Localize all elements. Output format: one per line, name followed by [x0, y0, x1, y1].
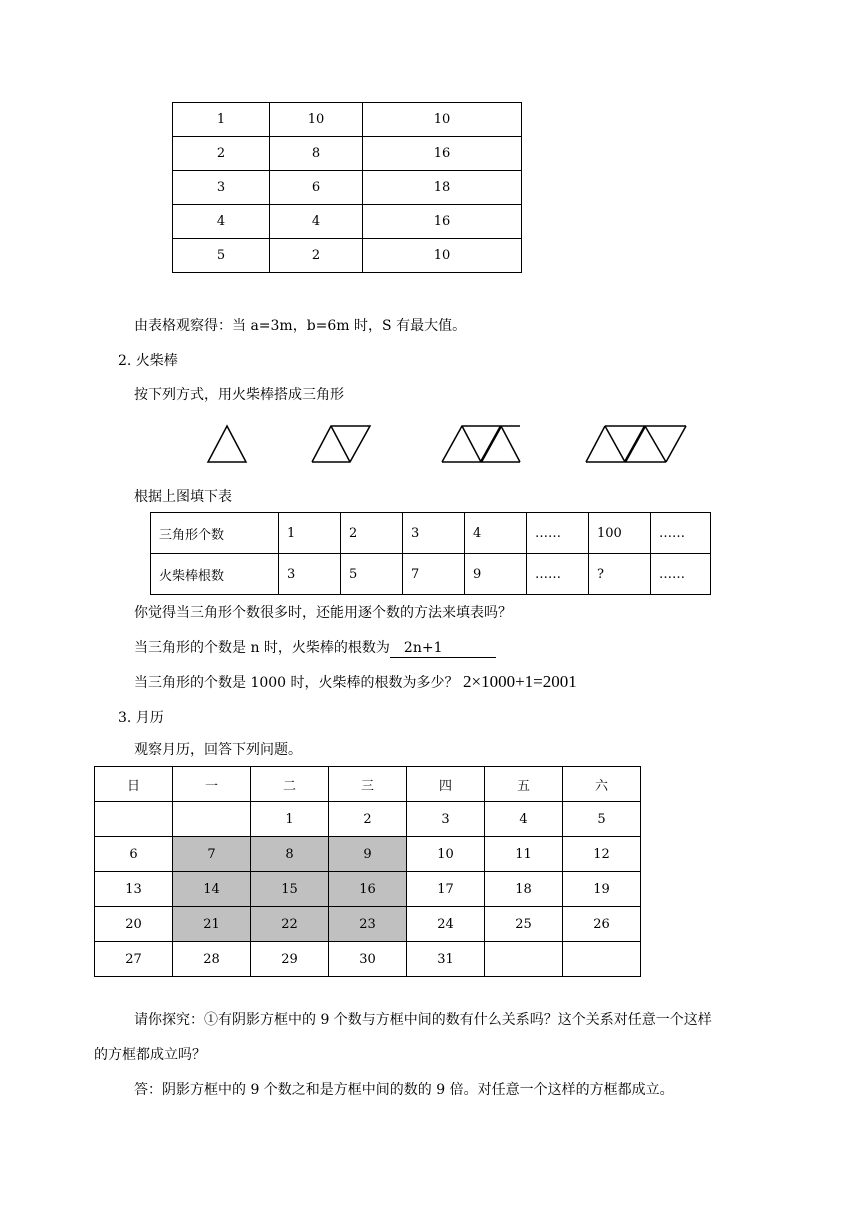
calendar-week-row: [95, 907, 641, 942]
calendar-day: 24: [407, 907, 485, 942]
weekday-header: 六: [563, 767, 641, 802]
answer-3-formula: 2×1000+1=2001: [462, 672, 577, 691]
matchstick-intro: 按下列方式，用火柴棒搭成三角形: [134, 387, 344, 403]
table-cell: 18: [363, 171, 522, 205]
calendar-day: 20: [95, 907, 173, 942]
table-cell: ?: [589, 554, 651, 595]
observation-text: 由表格观察得：当 a=3m，b=6m 时，S 有最大值。: [134, 318, 467, 334]
row-label-matchstick-count: 火柴棒根数: [151, 554, 279, 595]
section-3-heading: 3. 月历: [118, 710, 164, 726]
table-row: [151, 554, 711, 595]
calendar-day-shaded: 22: [251, 907, 329, 942]
table-cell: 2: [270, 239, 363, 273]
calendar-day: 18: [485, 872, 563, 907]
calendar-day-shaded: 14: [173, 872, 251, 907]
calendar-day: 30: [329, 942, 407, 977]
table-cell: 6: [270, 171, 363, 205]
calendar-day: 13: [95, 872, 173, 907]
table-cell: 16: [363, 137, 522, 171]
table-row: [173, 171, 522, 205]
table-cell: 10: [363, 239, 522, 273]
calendar-day: 12: [563, 837, 641, 872]
calendar-week-row: [95, 942, 641, 977]
calendar-day: 28: [173, 942, 251, 977]
answer-2-blank: 2n+1: [390, 639, 496, 658]
explore-question-line-2: 的方框都成立吗？: [94, 1047, 206, 1063]
calendar-day: 17: [407, 872, 485, 907]
calendar-day: [485, 942, 563, 977]
table-cell: 3: [173, 171, 270, 205]
calendar-day: 3: [407, 802, 485, 837]
explore-answer: 答：阴影方框中的 9 个数之和是方框中间的数的 9 倍。对任意一个这样的方框都成立。: [134, 1082, 674, 1098]
calendar-intro: 观察月历，回答下列问题。: [134, 742, 302, 758]
table-cell: 3: [403, 513, 465, 554]
question-2: [134, 638, 496, 658]
question-2-text: 当三角形的个数是 n 时，火柴棒的根数为: [134, 640, 390, 656]
table-cell: ……: [651, 554, 711, 595]
row-label-triangle-count: 三角形个数: [151, 513, 279, 554]
calendar-day: 2: [329, 802, 407, 837]
table-cell: 1: [173, 103, 270, 137]
triangle-figure-3: [442, 426, 520, 462]
table-cell: 5: [173, 239, 270, 273]
calendar-week-row: [95, 872, 641, 907]
table-cell: 9: [465, 554, 527, 595]
calendar-day: 4: [485, 802, 563, 837]
calendar-day-shaded: 21: [173, 907, 251, 942]
table-cell: 7: [403, 554, 465, 595]
calendar-day: 10: [407, 837, 485, 872]
weekday-header: 一: [173, 767, 251, 802]
table-cell: 3: [279, 554, 341, 595]
table-cell: 1: [279, 513, 341, 554]
calendar-table: [94, 766, 641, 977]
table-row: [173, 137, 522, 171]
calendar-day-shaded: 16: [329, 872, 407, 907]
table-cell: 4: [465, 513, 527, 554]
calendar-day: 26: [563, 907, 641, 942]
area-table: [172, 102, 522, 273]
table-cell: 4: [270, 205, 363, 239]
calendar-day: 25: [485, 907, 563, 942]
calendar-day: 11: [485, 837, 563, 872]
calendar-day: 1: [251, 802, 329, 837]
calendar-day: 5: [563, 802, 641, 837]
table-row: [151, 513, 711, 554]
table-row: [173, 205, 522, 239]
calendar-day: 29: [251, 942, 329, 977]
explore-question-line-1: 请你探究：①有阴影方框中的 9 个数与方框中间的数有什么关系吗？这个关系对任意一个这样: [134, 1012, 712, 1028]
table-cell: 2: [341, 513, 403, 554]
calendar-week-row: [95, 802, 641, 837]
table-row: [173, 103, 522, 137]
table-cell: ……: [651, 513, 711, 554]
calendar-day-shaded: 9: [329, 837, 407, 872]
weekday-header: 日: [95, 767, 173, 802]
calendar-day: [173, 802, 251, 837]
section-2-heading: 2. 火柴棒: [118, 353, 178, 369]
weekday-header: 三: [329, 767, 407, 802]
matchstick-table: [150, 512, 711, 595]
calendar-header-row: [95, 767, 641, 802]
matchstick-triangles-figure: [200, 418, 700, 466]
calendar-week-row: [95, 837, 641, 872]
calendar-day: 19: [563, 872, 641, 907]
question-1: 你觉得当三角形个数很多时，还能用逐个数的方法来填表吗？: [134, 605, 512, 621]
table-cell: 5: [341, 554, 403, 595]
calendar-day-shaded: 7: [173, 837, 251, 872]
calendar-day: 6: [95, 837, 173, 872]
table-row: [173, 239, 522, 273]
table-cell: 100: [589, 513, 651, 554]
weekday-header: 五: [485, 767, 563, 802]
question-3: [134, 672, 577, 693]
table-cell: 10: [270, 103, 363, 137]
table-cell: 2: [173, 137, 270, 171]
weekday-header: 二: [251, 767, 329, 802]
calendar-day: [563, 942, 641, 977]
table-cell: 4: [173, 205, 270, 239]
calendar-day-shaded: 23: [329, 907, 407, 942]
calendar-day-shaded: 8: [251, 837, 329, 872]
table-cell: 10: [363, 103, 522, 137]
calendar-day: [95, 802, 173, 837]
table-cell: 8: [270, 137, 363, 171]
table-cell: ……: [527, 554, 589, 595]
calendar-day: 31: [407, 942, 485, 977]
fill-table-instruction: 根据上图填下表: [134, 489, 232, 505]
table-cell: 16: [363, 205, 522, 239]
triangle-figure-1: [208, 426, 246, 462]
calendar-day: 27: [95, 942, 173, 977]
question-3-text: 当三角形的个数是 1000 时，火柴棒的根数为多少？: [134, 675, 459, 691]
table-cell: ……: [527, 513, 589, 554]
triangle-figure-4: [586, 426, 686, 462]
triangle-figure-2: [312, 426, 370, 462]
weekday-header: 四: [407, 767, 485, 802]
calendar-day-shaded: 15: [251, 872, 329, 907]
